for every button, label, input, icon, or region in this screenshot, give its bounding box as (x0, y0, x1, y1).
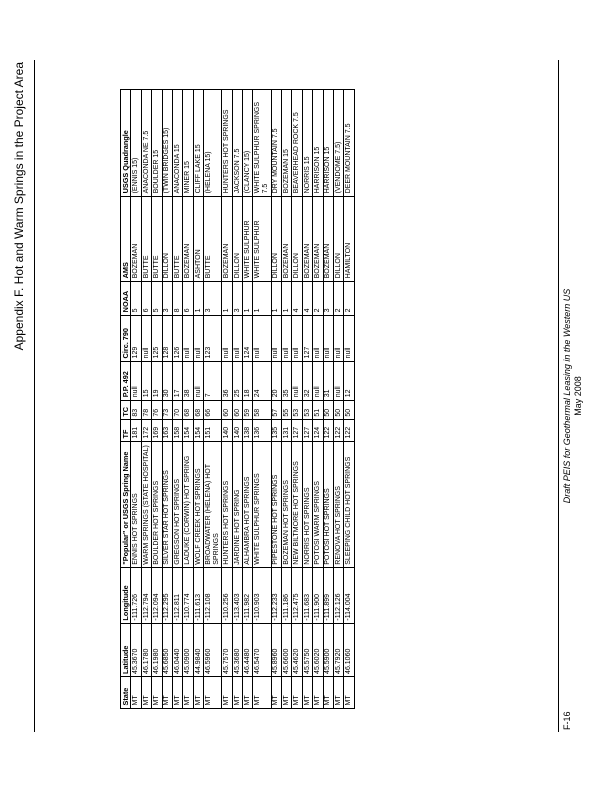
table-cell: BUTTE (204, 196, 222, 281)
table-cell: 35 (282, 361, 292, 400)
table-cell: 50 (344, 400, 354, 419)
table-cell: 46.5960 (204, 624, 222, 677)
table-cell: 70 (172, 400, 182, 419)
table-cell: POTOSI WARM SPRINGS (313, 442, 323, 568)
table-cell: DILLON (334, 196, 344, 281)
table-cell: 6 (141, 281, 151, 315)
table-cell: MT (193, 677, 203, 709)
table-cell: ASHTON (193, 196, 203, 281)
table-cell: SLEEPING CHILD HOT SPRINGS (344, 442, 354, 568)
table-cell: -113.403 (232, 568, 242, 624)
table-cell: MT (204, 677, 222, 709)
column-header: Latitude (121, 624, 131, 677)
table-cell: (VENDOME 7.5) (334, 90, 344, 197)
table-cell: BOZEMAN HOT SPRINGS (282, 442, 292, 568)
table-row (243, 90, 253, 709)
table-cell: 124 (313, 420, 323, 442)
table-cell: 151 (204, 420, 222, 442)
table-cell: 45.7920 (334, 624, 344, 677)
footer-center (562, 0, 584, 792)
table-cell: null (313, 361, 323, 400)
table-cell: null (282, 315, 292, 361)
page-number: F-16 (562, 711, 572, 730)
table-cell: 138 (243, 420, 253, 442)
table-cell: 8 (172, 281, 182, 315)
table-cell: MT (232, 677, 242, 709)
table-cell: MT (183, 677, 193, 709)
table-cell: 38 (183, 361, 193, 400)
document-title: Draft PEIS for Geothermal Leasing in the Western US (562, 288, 572, 504)
table-cell: 30 (162, 361, 172, 400)
table-cell: BUTTE (152, 196, 162, 281)
table-cell: -111.900 (313, 568, 323, 624)
table-cell: 154 (183, 420, 193, 442)
table-cell: RENOVA HOT SPRINGS (334, 442, 344, 568)
table-row (222, 90, 232, 709)
table-cell: 140 (222, 420, 232, 442)
table-cell: CLIFF LAKE 15 (193, 90, 203, 197)
table-cell: 1 (271, 281, 281, 315)
table-cell: ENNIS HOT SPRINGS (131, 442, 141, 568)
table-cell: null (323, 315, 333, 361)
table-cell: 2 (334, 281, 344, 315)
table-cell: 128 (162, 315, 172, 361)
table-cell: DILLON (232, 196, 242, 281)
table-row (193, 90, 203, 709)
table-cell: -111.186 (282, 568, 292, 624)
table-cell: 1 (222, 281, 232, 315)
table-cell: BOULDER HOT SPRINGS (152, 442, 162, 568)
table-cell: -110.774 (183, 568, 193, 624)
table-cell: null (193, 361, 203, 400)
table-cell: 44.9840 (193, 624, 203, 677)
table-cell: 46.4480 (243, 624, 253, 677)
table-cell: 158 (172, 420, 182, 442)
table-row (323, 90, 333, 709)
table-row (141, 90, 151, 709)
table-row (183, 90, 193, 709)
table-cell: 3 (323, 281, 333, 315)
table-cell: 55 (282, 400, 292, 419)
table-cell: 17 (172, 361, 182, 400)
table-cell: 45.5900 (323, 624, 333, 677)
table-cell: 45.4620 (292, 624, 302, 677)
table-row (232, 90, 242, 709)
table-cell: 31 (323, 361, 333, 400)
table-row (292, 90, 302, 709)
table-cell: -114.004 (344, 568, 354, 624)
table-cell: MT (302, 677, 312, 709)
table-cell: MT (282, 677, 292, 709)
table-cell: 127 (302, 315, 312, 361)
table-cell: JARDINE HOT SPRING (232, 442, 242, 568)
table-cell: MT (323, 677, 333, 709)
table-cell: 45.5750 (302, 624, 312, 677)
table-cell: null (193, 315, 203, 361)
table-cell: 66 (204, 400, 222, 419)
column-header: USGS Quadrangle (121, 90, 131, 197)
table-header-row (121, 90, 131, 709)
table-cell: 124 (243, 315, 253, 361)
table-cell: 123 (204, 315, 222, 361)
table-cell: ANACONDA 15 (172, 90, 182, 197)
table-cell: BROADWATER (HELENA) HOT SPRINGS (204, 442, 222, 568)
table-cell: 51 (313, 400, 323, 419)
table-body (131, 90, 354, 709)
table-cell: 3 (204, 281, 222, 315)
column-header: Longitude (121, 568, 131, 624)
table-cell: 45.0900 (183, 624, 193, 677)
table-cell: (TWIN BRIDGES 15) (162, 90, 172, 197)
table-cell: BUTTE (172, 196, 182, 281)
table-cell: 2 (313, 281, 323, 315)
table-cell: MT (292, 677, 302, 709)
table-cell: BOZEMAN (302, 196, 312, 281)
table-cell: MT (344, 677, 354, 709)
table-cell: MINER 15 (183, 90, 193, 197)
table-cell: 2 (344, 281, 354, 315)
table-cell: 83 (131, 400, 141, 419)
table-cell: HAMILTON (344, 196, 354, 281)
table-cell: null (313, 315, 323, 361)
footer-rule (558, 60, 559, 732)
table-cell: 122 (344, 420, 354, 442)
table-cell: 45.8960 (271, 624, 281, 677)
table-cell: -111.726 (131, 568, 141, 624)
table-cell: 4 (302, 281, 312, 315)
table-cell: 36 (222, 361, 232, 400)
table-cell: ALHAMBRA HOT SPRINGS (243, 442, 253, 568)
column-header: NOAA (121, 281, 131, 315)
table-cell: DILLON (271, 196, 281, 281)
table-cell: 12 (344, 361, 354, 400)
table-cell: BOZEMAN 15 (282, 90, 292, 197)
table-cell: -110.903 (253, 568, 271, 624)
table-cell: 15 (141, 361, 151, 400)
column-header: State (121, 677, 131, 709)
table-cell: DILLON (162, 196, 172, 281)
table-cell: HARRISON 15 (313, 90, 323, 197)
table-cell: WHITE SULPHUR (253, 196, 271, 281)
table-cell: 46.1060 (344, 624, 354, 677)
table-row (344, 90, 354, 709)
table-cell: 50 (334, 400, 344, 419)
table-cell: 58 (253, 400, 271, 419)
header-rule (34, 60, 35, 732)
table-cell: 1 (282, 281, 292, 315)
column-header: "Popular" or USGS Spring Name (121, 442, 131, 568)
table-cell: 46.1980 (152, 624, 162, 677)
table-cell: BOZEMAN (282, 196, 292, 281)
table-cell: MT (253, 677, 271, 709)
table-cell: MT (271, 677, 281, 709)
table-cell: -111.683 (302, 568, 312, 624)
table-cell: 68 (183, 400, 193, 419)
table-cell: PIPESTONE HOT SPRINGS (271, 442, 281, 568)
table-cell: 1 (253, 281, 271, 315)
table-cell: MT (162, 677, 172, 709)
table-cell: -111.613 (193, 568, 203, 624)
table-cell: 3 (162, 281, 172, 315)
table-cell: ANACONDA NE 7.5 (141, 90, 151, 197)
table-cell: 45.7570 (222, 624, 232, 677)
table-cell: -112.108 (204, 568, 222, 624)
table-cell: 125 (152, 315, 162, 361)
table-cell: 60 (222, 400, 232, 419)
table-cell: 135 (271, 420, 281, 442)
table-cell: 53 (292, 400, 302, 419)
table-row (152, 90, 162, 709)
table-cell: 46.5470 (253, 624, 271, 677)
table-cell: MT (131, 677, 141, 709)
table-cell: 122 (334, 420, 344, 442)
table-cell: 46.1780 (141, 624, 151, 677)
table-row (302, 90, 312, 709)
table-row (334, 90, 344, 709)
table-cell: 3 (232, 281, 242, 315)
table-cell: NORRIS HOT SPRINGS (302, 442, 312, 568)
table-cell: null (334, 361, 344, 400)
table-cell: BOZEMAN (131, 196, 141, 281)
table-cell: HUNTERS HOT SPRINGS (222, 90, 232, 197)
table-cell: 45.6600 (282, 624, 292, 677)
table-cell: BOZEMAN (222, 196, 232, 281)
table-cell: 7 (204, 361, 222, 400)
table-cell: NORRIS 15 (302, 90, 312, 197)
table-cell: 131 (282, 420, 292, 442)
table-cell: BEAVERHEAD ROCK 7.5 (292, 90, 302, 197)
table-cell: 57 (271, 400, 281, 419)
table-cell: MT (152, 677, 162, 709)
table-cell: DEER MOUNTAIN 7.5 (344, 90, 354, 197)
table-cell: null (131, 361, 141, 400)
table-cell: 140 (232, 420, 242, 442)
table-cell: 18 (243, 361, 253, 400)
table-cell: 169 (152, 420, 162, 442)
table-cell: 127 (302, 420, 312, 442)
document-date: May 2008 (573, 376, 583, 416)
table-row (271, 90, 281, 709)
column-header: TF (121, 420, 131, 442)
table-cell: null (183, 315, 193, 361)
table-cell: -111.899 (323, 568, 333, 624)
table-cell: 122 (323, 420, 333, 442)
table-cell: 126 (172, 315, 182, 361)
table-cell: 154 (193, 420, 203, 442)
table-cell: POTOSI HOT SPRINGS (323, 442, 333, 568)
table-row (131, 90, 141, 709)
table-cell: (HELENA 15) (204, 90, 222, 197)
table-cell: 45.3680 (232, 624, 242, 677)
table-cell: 24 (253, 361, 271, 400)
table-cell: MT (313, 677, 323, 709)
table-cell: 59 (243, 400, 253, 419)
table-cell: 45.6020 (313, 624, 323, 677)
column-header: Circ. 790 (121, 315, 131, 361)
table-cell: 32 (302, 361, 312, 400)
table-cell: -112.794 (141, 568, 151, 624)
table-cell: 163 (162, 420, 172, 442)
table-cell: DILLON (292, 196, 302, 281)
table-cell: null (344, 315, 354, 361)
table-row (172, 90, 182, 709)
table-cell: null (222, 315, 232, 361)
table-cell: WOLF CREEK HOT SPRINGS (193, 442, 203, 568)
table-cell: null (141, 315, 151, 361)
table-cell: -112.811 (172, 568, 182, 624)
table-cell: WHITE SULPHUR SPRINGS (253, 442, 271, 568)
table-cell: 78 (141, 400, 151, 419)
table-cell: (CLANCY 15) (243, 90, 253, 197)
table-cell: 25 (232, 361, 242, 400)
table-cell: 60 (232, 400, 242, 419)
table-cell: 45.3670 (131, 624, 141, 677)
table-cell: 172 (141, 420, 151, 442)
table-cell: BOULDER 15 (152, 90, 162, 197)
table-cell: null (232, 315, 242, 361)
table-cell: WHITE SULPHUR SPRINGS 7.5 (253, 90, 271, 197)
table-cell: WHITE SULPHUR (243, 196, 253, 281)
table-cell: null (253, 315, 271, 361)
table-cell: HARRISON 15 (323, 90, 333, 197)
table-cell: null (334, 315, 344, 361)
table-cell: 1 (193, 281, 203, 315)
table-cell: HUNTERS HOT SPRINGS (222, 442, 232, 568)
table-cell: 46.0440 (172, 624, 182, 677)
table-cell: MT (243, 677, 253, 709)
table-cell: null (292, 361, 302, 400)
table-cell: MT (172, 677, 182, 709)
table-cell: 6 (183, 281, 193, 315)
table-row (282, 90, 292, 709)
table-cell: MT (222, 677, 232, 709)
table-cell: -112.094 (152, 568, 162, 624)
page-header-title: Appendix F. Hot and Warm Springs in the Project Area (12, 62, 26, 351)
table-cell: 129 (131, 315, 141, 361)
table-cell: JACKSON 7.5 (232, 90, 242, 197)
table-cell: 5 (152, 281, 162, 315)
table-cell: 20 (271, 361, 281, 400)
table-cell: SILVER STAR HOT SPRINGS (162, 442, 172, 568)
table-cell: MT (141, 677, 151, 709)
table-cell: 136 (253, 420, 271, 442)
table-cell: (ENNIS 15) (131, 90, 141, 197)
table-cell: DRY MOUNTAIN 7.5 (271, 90, 281, 197)
table-cell: 5 (131, 281, 141, 315)
table-cell: BUTTE (141, 196, 151, 281)
table-cell: null (292, 315, 302, 361)
table-cell: LADUKE (CORWIN) HOT SPRING (183, 442, 193, 568)
hot-springs-table (120, 89, 355, 709)
table-cell: 19 (152, 361, 162, 400)
table-cell: 45.6850 (162, 624, 172, 677)
table-cell: MT (334, 677, 344, 709)
table-row (204, 90, 222, 709)
table-cell: BOZEMAN (313, 196, 323, 281)
table-cell: NEW BILTMORE HOT SPRINGS (292, 442, 302, 568)
table-row (313, 90, 323, 709)
table-cell: 53 (302, 400, 312, 419)
table-cell: -111.982 (243, 568, 253, 624)
table-cell: -112.475 (292, 568, 302, 624)
table-cell: -112.126 (334, 568, 344, 624)
table-cell: 76 (152, 400, 162, 419)
table-cell: 73 (162, 400, 172, 419)
table-cell: 1 (243, 281, 253, 315)
table-cell: -112.295 (162, 568, 172, 624)
table-cell: 4 (292, 281, 302, 315)
column-header: AMS (121, 196, 131, 281)
table-cell: 50 (323, 400, 333, 419)
table-cell: -112.233 (271, 568, 281, 624)
table-cell: WARM SPRINGS (STATE HOSPITAL) (141, 442, 151, 568)
table-row (162, 90, 172, 709)
table-row (253, 90, 271, 709)
table-cell: 181 (131, 420, 141, 442)
column-header: P.P. 492 (121, 361, 131, 400)
table-cell: BOZEMAN (183, 196, 193, 281)
table-cell: -110.256 (222, 568, 232, 624)
table-cell: null (271, 315, 281, 361)
table-cell: GREGSON HOT SPRINGS (172, 442, 182, 568)
column-header: TC (121, 400, 131, 419)
table-cell: BOZEMAN (323, 196, 333, 281)
table-cell: 127 (292, 420, 302, 442)
table-cell: 68 (193, 400, 203, 419)
